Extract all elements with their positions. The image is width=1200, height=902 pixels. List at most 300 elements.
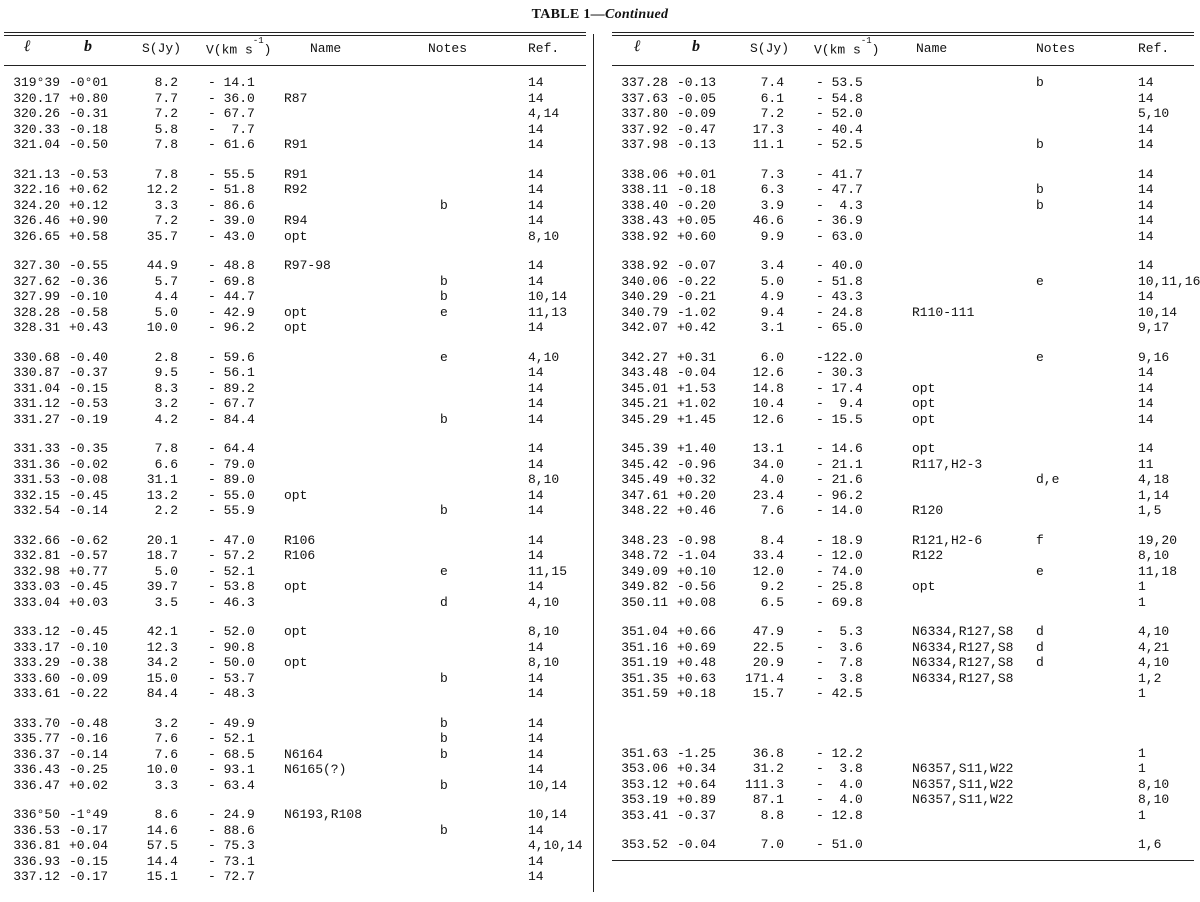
- table-row: [612, 320, 1194, 336]
- cell-s: 9.5: [154, 365, 178, 380]
- table-row: [612, 75, 1194, 91]
- cell-l: 320.17: [13, 90, 60, 106]
- cell-l: 338.11: [621, 182, 668, 197]
- cell-b: -1.04: [676, 548, 716, 563]
- cell-ref: 14: [528, 639, 544, 655]
- cell-s: 8.2: [154, 75, 178, 90]
- cell-b: +0.18: [676, 686, 716, 701]
- table-row: [612, 503, 1194, 519]
- cell-ref: 14: [1138, 289, 1154, 304]
- header-s: S(Jy): [142, 41, 182, 56]
- cell-v: - 30.3: [816, 365, 863, 380]
- table-row: [4, 762, 586, 778]
- cell-l: 343.48: [621, 365, 668, 380]
- cell-notes: e: [1036, 273, 1044, 289]
- cell-v: - 69.8: [816, 594, 863, 610]
- cell-s: 2.2: [154, 503, 178, 518]
- header-b: b: [692, 38, 700, 55]
- cell-b: -0.10: [68, 289, 108, 304]
- cell-b: -0.17: [68, 869, 108, 884]
- cell-l: 336.93: [13, 853, 60, 869]
- cell-l: 331.27: [13, 411, 60, 427]
- cell-v: - 14.0: [816, 503, 863, 518]
- cell-b: -0.22: [68, 686, 108, 701]
- cell-b: -0.45: [68, 624, 108, 639]
- cell-s: 23.4: [752, 487, 784, 503]
- cell-v: - 75.3: [208, 838, 255, 853]
- cell-l: 350.11: [621, 594, 668, 610]
- cell-ref: 14: [528, 213, 544, 228]
- table-row: [4, 381, 586, 397]
- cell-b: -0.37: [68, 365, 108, 380]
- table-title: [0, 7, 1200, 23]
- cell-v: - 88.6: [208, 822, 255, 838]
- cell-v: - 52.0: [208, 624, 255, 639]
- cell-ref: 8,10: [528, 624, 560, 639]
- cell-v: - 63.0: [816, 228, 863, 244]
- cell-v: - 56.1: [208, 365, 255, 380]
- cell-ref: 8,10: [1138, 548, 1170, 563]
- cell-s: 7.6: [154, 731, 178, 746]
- table-row: [4, 671, 586, 687]
- cell-v: - 59.6: [208, 349, 255, 365]
- cell-ref: 8,10: [528, 472, 560, 487]
- cell-b: +0.10: [676, 563, 716, 579]
- cell-ref: 14: [1138, 137, 1154, 152]
- cell-v: - 96.2: [816, 487, 863, 503]
- cell-l: 338.43: [621, 213, 668, 228]
- cell-v: - 12.2: [816, 745, 863, 761]
- table-row: [4, 488, 586, 504]
- table-row: [612, 258, 1194, 274]
- cell-name: R106: [284, 532, 316, 548]
- cell-b: -0.22: [676, 273, 716, 289]
- cell-name: N6334,R127,S8: [912, 655, 1014, 670]
- table-row: [4, 198, 586, 214]
- cell-b: +0.46: [676, 503, 716, 518]
- cell-s: 15.7: [752, 686, 784, 701]
- cell-s: 3.1: [760, 320, 784, 335]
- cell-ref: 1: [1138, 761, 1146, 776]
- table-row: [4, 747, 586, 763]
- cell-s: 47.9: [752, 624, 784, 639]
- table-row: [612, 837, 1194, 853]
- cell-ref: 10,11,16: [1138, 273, 1200, 289]
- cell-ref: 1,6: [1138, 837, 1162, 852]
- cell-name: opt: [912, 411, 936, 427]
- cell-s: 3.5: [154, 594, 178, 610]
- header-name: Name: [916, 41, 948, 56]
- cell-name: R106: [284, 548, 316, 563]
- cell-name: opt: [284, 487, 308, 503]
- cell-l: 327.30: [13, 258, 60, 273]
- cell-name: opt: [284, 624, 308, 639]
- cell-b: -0.15: [68, 853, 108, 869]
- header-l: ℓ: [24, 38, 31, 55]
- cell-b: -1.25: [676, 745, 716, 761]
- cell-ref: 14: [528, 456, 544, 472]
- cell-s: 7.6: [760, 503, 784, 518]
- cell-l: 342.07: [621, 320, 668, 335]
- cell-name: R92: [284, 182, 308, 197]
- cell-l: 335.77: [13, 731, 60, 746]
- cell-ref: 4,10,14: [528, 838, 583, 853]
- table-row: [4, 457, 586, 473]
- cell-s: 7.3: [760, 166, 784, 182]
- cell-l: 331.53: [13, 472, 60, 487]
- cell-ref: 14: [1138, 365, 1154, 380]
- cell-ref: 14: [528, 532, 544, 548]
- cell-v: - 14.1: [208, 75, 255, 90]
- table-row: [612, 198, 1194, 214]
- cell-s: 4.4: [154, 289, 178, 304]
- cell-v: - 17.4: [816, 380, 863, 396]
- cell-b: +1.53: [676, 380, 716, 396]
- cell-name: R122: [912, 548, 944, 563]
- cell-l: 340.79: [621, 304, 668, 320]
- cell-ref: 11,15: [528, 563, 568, 579]
- cell-v: - 43.0: [208, 228, 255, 244]
- cell-notes: b: [440, 670, 448, 686]
- table-row: [4, 472, 586, 488]
- cell-v: - 25.8: [816, 579, 863, 594]
- cell-l: 333.04: [13, 594, 60, 610]
- cell-l: 345.39: [621, 441, 668, 456]
- cell-notes: b: [440, 273, 448, 289]
- header-v: V(km $s^{-1}$): [814, 36, 880, 58]
- cell-ref: 14: [528, 380, 544, 396]
- table-row: [612, 182, 1194, 198]
- cell-b: -0.09: [676, 106, 716, 121]
- cell-l: 331.33: [13, 441, 60, 456]
- cell-ref: 14: [528, 441, 544, 456]
- cell-v: - 7.8: [816, 655, 863, 670]
- cell-ref: 14: [1138, 75, 1154, 90]
- cell-l: 353.12: [621, 776, 668, 792]
- cell-notes: b: [1036, 137, 1044, 152]
- cell-l: 332.15: [13, 487, 60, 503]
- cell-b: -0.14: [68, 503, 108, 518]
- cell-b: +1.40: [676, 441, 716, 456]
- cell-l: 332.98: [13, 563, 60, 579]
- cell-s: 8.8: [760, 807, 784, 823]
- cell-b: -0°01: [68, 75, 108, 90]
- cell-l: 345.49: [621, 472, 668, 487]
- table-row: [4, 305, 586, 321]
- cell-s: 5.8: [154, 121, 178, 137]
- cell-v: - 74.0: [816, 563, 863, 579]
- cell-b: -0.45: [68, 487, 108, 503]
- cell-ref: 14: [528, 762, 544, 777]
- table-row: [612, 137, 1194, 153]
- cell-ref: 14: [528, 166, 544, 182]
- header-notes: Notes: [428, 41, 468, 56]
- cell-b: -0.31: [68, 106, 108, 121]
- cell-b: -0.53: [68, 396, 108, 411]
- cell-s: 84.4: [146, 686, 178, 701]
- table-row: [4, 350, 586, 366]
- cell-name: opt: [912, 396, 936, 411]
- cell-ref: 14: [528, 731, 544, 746]
- cell-v: - 72.7: [208, 869, 255, 884]
- cell-ref: 14: [1138, 197, 1154, 213]
- cell-notes: d: [1036, 639, 1044, 655]
- cell-v: - 64.4: [208, 441, 255, 456]
- cell-name: N6357,S11,W22: [912, 761, 1014, 776]
- cell-s: 42.1: [146, 624, 178, 639]
- cell-s: 7.2: [760, 106, 784, 121]
- cell-ref: 4,21: [1138, 639, 1170, 655]
- cell-b: +0.69: [676, 639, 716, 655]
- cell-l: 333.70: [13, 715, 60, 731]
- cell-b: -0.56: [676, 579, 716, 594]
- cell-b: -0.47: [676, 121, 716, 137]
- cell-name: R120: [912, 503, 944, 518]
- table-row: [612, 595, 1194, 611]
- table-row: [4, 396, 586, 412]
- cell-v: - 46.3: [208, 594, 255, 610]
- cell-l: 324.20: [13, 197, 60, 213]
- cell-ref: 14: [1138, 182, 1154, 197]
- table-row: [612, 412, 1194, 428]
- cell-b: +0.20: [676, 487, 716, 503]
- cell-name: R87: [284, 90, 308, 106]
- cell-b: +1.45: [676, 411, 716, 427]
- table-header: [612, 36, 1194, 60]
- cell-name: opt: [284, 320, 308, 335]
- cell-ref: 14: [528, 746, 544, 762]
- cell-v: - 89.2: [208, 380, 255, 396]
- cell-s: 8.3: [154, 380, 178, 396]
- cell-name: R117,H2-3: [912, 456, 983, 472]
- cell-b: +0.03: [68, 594, 108, 610]
- cell-ref: 4,14: [528, 106, 560, 121]
- cell-ref: 10,14: [1138, 304, 1178, 320]
- cell-s: 3.9: [760, 197, 784, 213]
- cell-v: - 53.5: [816, 75, 863, 90]
- cell-l: 351.19: [621, 655, 668, 670]
- cell-l: 326.65: [13, 228, 60, 244]
- table-row: [612, 655, 1194, 671]
- cell-name: N6193,R108: [284, 807, 363, 822]
- cell-l: 353.19: [621, 792, 668, 807]
- cell-l: 336.53: [13, 822, 60, 838]
- table-row: [612, 106, 1194, 122]
- cell-v: - 41.7: [816, 166, 863, 182]
- table-row: [4, 579, 586, 595]
- cell-ref: 14: [528, 670, 544, 686]
- cell-s: 22.5: [752, 639, 784, 655]
- cell-s: 11.1: [752, 137, 784, 152]
- cell-s: 7.7: [154, 90, 178, 106]
- cell-v: - 40.4: [816, 121, 863, 137]
- cell-s: 15.0: [146, 670, 178, 686]
- header-rule: [4, 65, 586, 66]
- cell-v: - 12.0: [816, 548, 863, 563]
- cell-b: -0.25: [68, 762, 108, 777]
- right-table-panel: [612, 32, 1200, 853]
- cell-ref: 14: [528, 320, 544, 335]
- cell-v: - 55.0: [208, 487, 255, 503]
- table-row: [612, 167, 1194, 183]
- cell-ref: 14: [528, 182, 544, 197]
- cell-b: +0.80: [68, 90, 108, 106]
- table-row: [4, 778, 586, 794]
- cell-b: -1.02: [676, 304, 716, 320]
- header-b: b: [84, 38, 92, 55]
- cell-b: +0.90: [68, 213, 108, 228]
- cell-b: -0.45: [68, 579, 108, 594]
- cell-ref: 14: [1138, 411, 1154, 427]
- cell-ref: 10,14: [528, 289, 568, 304]
- cell-l: 321.04: [13, 137, 60, 152]
- cell-s: 12.2: [146, 182, 178, 197]
- cell-ref: 10,14: [528, 777, 568, 793]
- cell-s: 9.4: [760, 304, 784, 320]
- table-row: [4, 106, 586, 122]
- header-ref: Ref.: [528, 41, 560, 56]
- cell-v: - 89.0: [208, 472, 255, 487]
- header-rule: [612, 65, 1194, 66]
- cell-ref: 14: [528, 273, 544, 289]
- cell-b: -0.18: [676, 182, 716, 197]
- cell-v: - 51.8: [816, 273, 863, 289]
- cell-v: - 24.9: [208, 807, 255, 822]
- header-s: S(Jy): [750, 41, 790, 56]
- cell-ref: 14: [528, 853, 544, 869]
- cell-b: -0.96: [676, 456, 716, 472]
- cell-ref: 14: [528, 686, 544, 701]
- cell-v: - 93.1: [208, 762, 255, 777]
- cell-s: 7.8: [154, 137, 178, 152]
- cell-l: 349.09: [621, 563, 668, 579]
- table-row: [4, 289, 586, 305]
- bottom-rule: [612, 860, 1194, 861]
- cell-b: +0.42: [676, 320, 716, 335]
- cell-ref: 14: [528, 75, 544, 90]
- cell-ref: 14: [1138, 121, 1154, 137]
- cell-l: 348.22: [621, 503, 668, 518]
- cell-notes: e: [440, 349, 448, 365]
- cell-v: - 63.4: [208, 777, 255, 793]
- table-row: [4, 91, 586, 107]
- cell-b: -0.04: [676, 365, 716, 380]
- cell-v: - 15.5: [816, 411, 863, 427]
- cell-v: - 24.8: [816, 304, 863, 320]
- cell-l: 331.36: [13, 456, 60, 472]
- cell-l: 338.92: [621, 228, 668, 244]
- cell-l: 330.87: [13, 365, 60, 380]
- cell-v: - 21.1: [816, 456, 863, 472]
- cell-b: -0.35: [68, 441, 108, 456]
- cell-ref: 1: [1138, 807, 1146, 823]
- cell-l: 348.72: [621, 548, 668, 563]
- cell-b: -0.08: [68, 472, 108, 487]
- cell-s: 9.2: [760, 579, 784, 594]
- cell-ref: 14: [1138, 228, 1154, 244]
- cell-name: R91: [284, 137, 308, 152]
- cell-ref: 14: [528, 548, 544, 563]
- table-row: [4, 441, 586, 457]
- table-row: [4, 122, 586, 138]
- cell-s: 8.6: [154, 807, 178, 822]
- table-row: [4, 823, 586, 839]
- cell-l: 345.42: [621, 456, 668, 472]
- cell-ref: 14: [528, 365, 544, 380]
- cell-ref: 1: [1138, 579, 1146, 594]
- cell-ref: 10,14: [528, 807, 568, 822]
- cell-b: -0.16: [68, 731, 108, 746]
- cell-name: R97-98: [284, 258, 331, 273]
- cell-b: +0.66: [676, 624, 716, 639]
- cell-l: 333.29: [13, 655, 60, 670]
- cell-b: +0.77: [68, 563, 108, 579]
- cell-l: 348.23: [621, 532, 668, 548]
- cell-s: 5.7: [154, 273, 178, 289]
- cell-notes: b: [440, 777, 448, 793]
- column-divider: [593, 34, 594, 892]
- cell-s: 7.8: [154, 441, 178, 456]
- cell-v: - 47.7: [816, 182, 863, 197]
- table-header: [4, 36, 586, 60]
- cell-notes: d: [440, 594, 448, 610]
- cell-l: 321.13: [13, 166, 60, 182]
- cell-v: - 52.1: [208, 731, 255, 746]
- cell-v: - 52.1: [208, 563, 255, 579]
- cell-s: 7.2: [154, 106, 178, 121]
- cell-name: opt: [912, 441, 936, 456]
- cell-l: 345.29: [621, 411, 668, 427]
- table-row: [4, 533, 586, 549]
- right-rows: [612, 75, 1200, 853]
- cell-ref: 1,5: [1138, 503, 1162, 518]
- cell-s: 39.7: [146, 579, 178, 594]
- cell-v: - 4.0: [816, 792, 863, 807]
- cell-s: 3.3: [154, 197, 178, 213]
- cell-s: 4.0: [760, 472, 784, 487]
- table-row: [612, 564, 1194, 580]
- cell-s: 5.0: [760, 273, 784, 289]
- cell-v: - 4.3: [816, 197, 863, 213]
- cell-l: 331.12: [13, 396, 60, 411]
- cell-b: -0.15: [68, 380, 108, 396]
- cell-l: 338.92: [621, 258, 668, 273]
- header-v: V(km $s^{-1}$): [206, 36, 272, 58]
- cell-v: - 67.7: [208, 396, 255, 411]
- cell-name: N6165(?): [284, 762, 347, 777]
- cell-name: R110-111: [912, 304, 975, 320]
- cell-l: 336°50: [13, 807, 60, 822]
- cell-notes: b: [1036, 182, 1044, 197]
- cell-v: - 65.0: [816, 320, 863, 335]
- table-row: [4, 274, 586, 290]
- cell-ref: 9,17: [1138, 320, 1170, 335]
- cell-s: 10.0: [146, 762, 178, 777]
- cell-s: 13.1: [752, 441, 784, 456]
- cell-ref: 1: [1138, 594, 1146, 610]
- cell-b: -0.53: [68, 166, 108, 182]
- cell-v: - 68.5: [208, 746, 255, 762]
- cell-l: 336.43: [13, 762, 60, 777]
- cell-ref: 14: [528, 258, 544, 273]
- cell-name: R121,H2-6: [912, 532, 983, 548]
- cell-name: opt: [284, 655, 308, 670]
- cell-b: -0.38: [68, 655, 108, 670]
- header-ref: Ref.: [1138, 41, 1170, 56]
- cell-s: 7.8: [154, 166, 178, 182]
- cell-s: 87.1: [752, 792, 784, 807]
- cell-s: 111.3: [744, 776, 784, 792]
